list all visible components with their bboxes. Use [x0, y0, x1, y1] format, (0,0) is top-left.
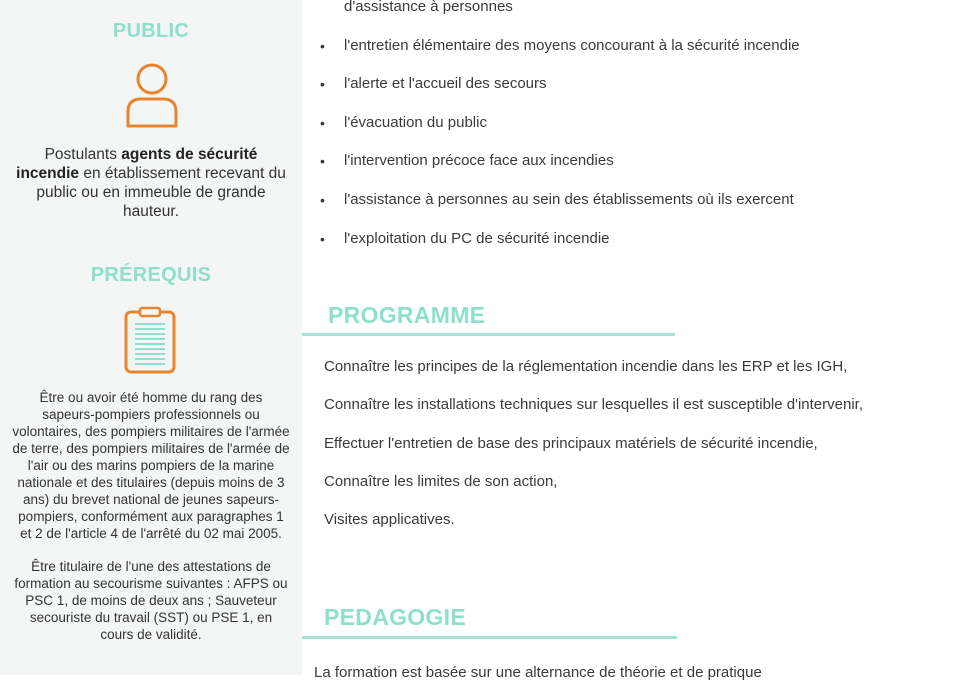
- public-text-after: en établissement recevant du public ou en immeuble de grande hauteur.: [36, 165, 286, 220]
- person-icon: [124, 62, 180, 128]
- list-item: Connaître les principes de la réglementation incendie dans les ERP et les IGH,: [324, 358, 848, 375]
- programme-list: [324, 348, 863, 539]
- list-item: • l'exploitation du PC de sécurité incendie: [320, 220, 800, 259]
- prerequis-paragraph-2: Être titulaire de l'une des attestations de formation au secourisme suivantes : AFPS ou PSC 1, de moins de deux ans ; Sauveteur secouriste du travail (SST) ou PSE 1, en cours de validité.: [14, 559, 288, 642]
- list-item: d'assistance à personnes: [344, 0, 513, 15]
- public-description: [12, 145, 290, 221]
- programme-title: PROGRAMME: [328, 302, 486, 328]
- public-heading: PUBLIC: [112, 20, 190, 42]
- list-item: Effectuer l'entretien de base des principaux matériels de sécurité incendie,: [324, 434, 818, 452]
- pedagogie-text: La formation est basée sur une alternance de théorie et de pratique: [314, 664, 762, 681]
- prerequis-paragraph-1: Être ou avoir été homme du rang des sapeurs-pompiers professionnels ou volontaires, des pompiers militaires de l'armée de terre, des pompiers militaires de l'armée de l'air ou des marins pompiers de la marine nationale et des titulaires (depuis moins de 3 ans) du brevet national de jeunes sapeurs-pompiers, conformément aux paragraphes 1 et 2 de l'article 4 de l'arrêté du 02 mai 2005.: [12, 390, 290, 541]
- list-item: Connaître les limites de son action,: [324, 472, 558, 490]
- list-item: • l'alerte et l'accueil des secours: [320, 65, 800, 104]
- list-item: • l'assistance à personnes au sein des établissements où ils exercent: [320, 181, 800, 220]
- list-item: Connaître les installations techniques sur lesquelles il est susceptible d'intervenir,: [324, 396, 863, 414]
- list-item: • l'intervention précoce face aux incendies: [320, 142, 800, 181]
- prerequis-description: [12, 389, 290, 659]
- objectives-list: [320, 0, 800, 258]
- public-text-bold: agents de sécurité incendie: [16, 146, 258, 182]
- list-item: • l'entretien élémentaire des moyens concourant à la sécurité incendie: [320, 27, 800, 66]
- list-item: Visites applicatives.: [324, 511, 455, 529]
- programme-divider: [302, 333, 675, 336]
- sidebar: [0, 0, 302, 675]
- pedagogie-title: PEDAGOGIE: [324, 604, 467, 630]
- pedagogie-divider: [302, 636, 677, 639]
- public-text-before: Postulants: [44, 146, 122, 163]
- clipboard-icon: [123, 306, 177, 374]
- list-item: • l'évacuation du public: [320, 104, 800, 143]
- prerequis-heading: PRÉREQUIS: [90, 264, 212, 286]
- main-content: [302, 0, 960, 681]
